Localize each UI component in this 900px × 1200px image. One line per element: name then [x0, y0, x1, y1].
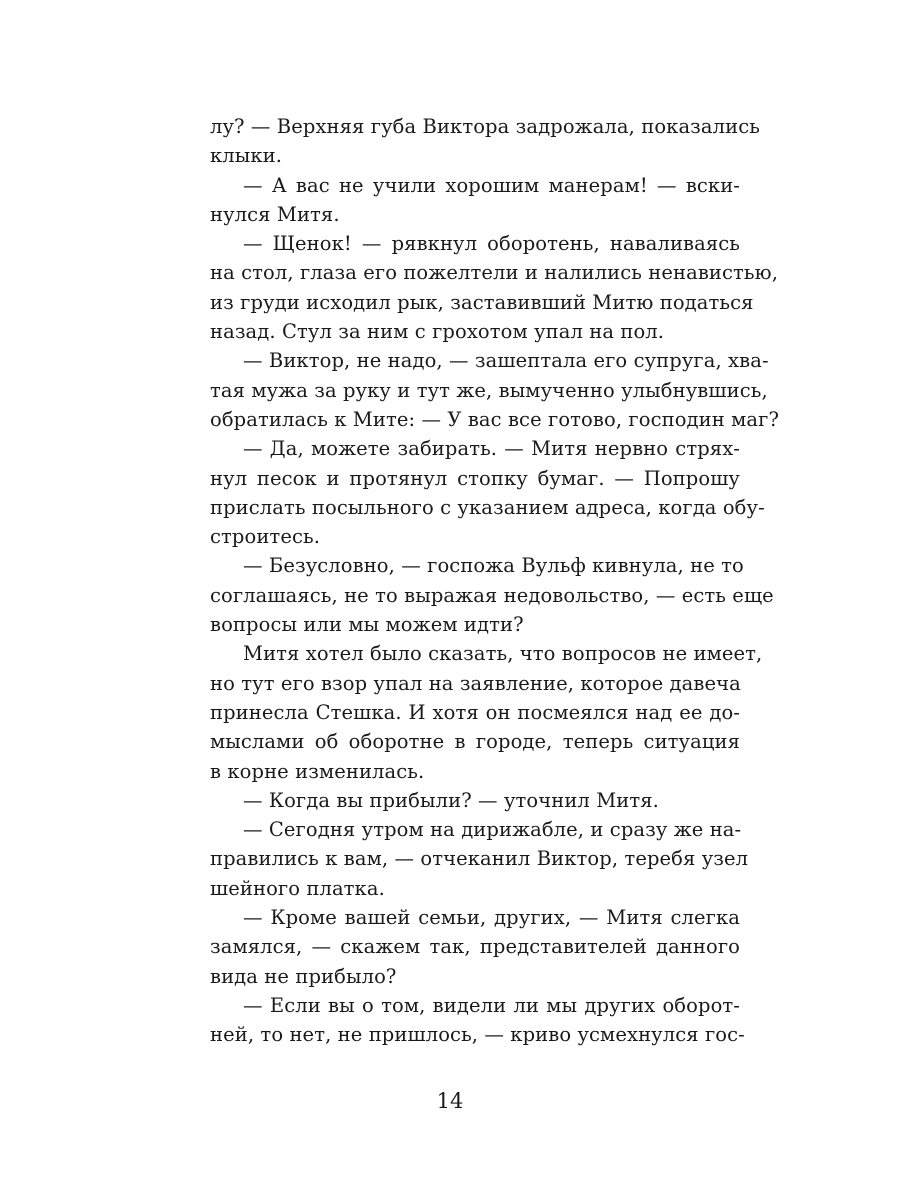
- text-line: из груди исходил рык, заставивший Митю податься: [210, 290, 754, 314]
- text-line: вопросы или мы можем идти?: [210, 613, 524, 637]
- text-line: соглашаясь, не то выражая недовольство, — есть еще: [210, 583, 774, 607]
- text-line: Митя хотел было сказать, что вопросов не имеет,: [243, 642, 763, 666]
- text-line: лу? — Верхняя губа Виктора задрожала, показались: [210, 115, 760, 138]
- text-line: — Когда вы прибыли? — уточнил Митя.: [243, 788, 659, 812]
- text-line: назад. Стул за ним с грохотом упал на пол.: [210, 320, 665, 344]
- text-line: на стол, глаза его пожелтели и налились ненавистью,: [210, 261, 779, 285]
- text-line: — Щенок! — рявкнул оборотень, наваливаясь: [243, 232, 740, 256]
- text-line: вида не прибыло?: [210, 964, 397, 988]
- text-line: ней, то нет, не пришлось, — криво усмехнулся гос-: [210, 1023, 745, 1047]
- text-line: нул песок и протянул стопку бумаг. — Попрошу: [210, 466, 740, 490]
- page-number: 14: [436, 1089, 464, 1113]
- page-body-text: [210, 112, 779, 1050]
- text-line: тая мужа за руку и тут же, вымученно улыбнувшись,: [210, 378, 768, 402]
- text-line: шейного платка.: [210, 876, 385, 900]
- text-line: — А вас не учили хорошим манерам! — вски-: [243, 173, 740, 197]
- text-line: мыслами об оборотне в городе, теперь ситуация: [210, 730, 740, 754]
- text-line: — Сегодня утром на дирижабле, и сразу же на-: [243, 818, 742, 842]
- text-line: правились к вам, — отчеканил Виктор, теребя узел: [210, 847, 749, 871]
- text-line: строитесь.: [210, 525, 320, 549]
- text-line: клыки.: [210, 144, 283, 168]
- text-line: принесла Стешка. И хотя он посмеялся над ее до-: [210, 700, 740, 724]
- text-line: нулся Митя.: [210, 202, 340, 226]
- text-line: — Если вы о том, видели ли мы других оборот-: [243, 993, 740, 1017]
- text-line: — Виктор, не надо, — зашептала его супруга, хва-: [243, 349, 769, 373]
- text-line: — Кроме вашей семьи, других, — Митя слегка: [243, 906, 740, 930]
- text-line: обратилась к Мите: — У вас все готово, господин маг?: [210, 407, 779, 431]
- text-line: в корне изменилась.: [210, 759, 425, 783]
- text-line: замялся, — скажем так, представителей данного: [210, 935, 740, 959]
- text-line: но тут его взор упал на заявление, которое давеча: [210, 671, 741, 695]
- text-line: — Да, можете забирать. — Митя нервно стрях-: [243, 437, 740, 461]
- text-line: прислать посыльного с указанием адреса, когда обу-: [210, 495, 765, 519]
- text-line: — Безусловно, — госпожа Вульф кивнула, не то: [243, 554, 744, 578]
